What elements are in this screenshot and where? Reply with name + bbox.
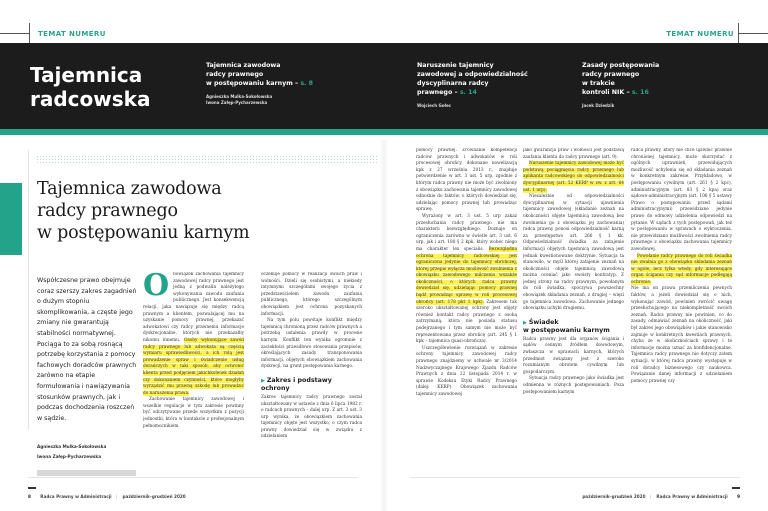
teaser-page: s. 8 (300, 80, 314, 87)
paragraph: bowiązek zachowania tajemnicy zawodowej radcy prawnego jest jedną z podwalin należytego wykonywania zawodu zaufania publicznego. Jest konsekwencją relacji, jaka nawiązuje się między radcą prawnym a klientem, pozwalającej mu na uzyskanie pomocy prawnej, przekazać adwokatowi czy radcy prawnemu informacje dyskrecjonalne, których nie przekazałby nikomu innemu. Osoby wykonujące zawód radcy prawnego lub adwokata są częścią wymiaru sprawiedliwości, a ich rolą jest prowadzenie spraw i świadczenie usług doradczych w taki sposób, aby ochronić klienta przed podjęciem jakichkolwiek działań czy dokonaniem czynności, które mogłyby wyrządzić mu prawną szkodę lub prowadzić do naruszenia prawa. (143, 272, 244, 396)
paragraph: Na tym polu powstaje konflikt między tajemnicą chronioną przez radców prawnych a potrzebą ustalenia prawdy w procesie karnym. Konflikt ten wynika ogromnie z zaciekłości prawidłowo stosowania przepisów, określających zasady transponowania informacji, objętych obowiązkiem zachowania dyskrecji, na grunt postępowania karnego. (261, 318, 362, 370)
teaser-authors: Agnieszka Mulka-Sokołowska Iwona Załęp-Pycharzewska (206, 94, 273, 105)
margin-rule (28, 150, 29, 430)
paragraph (631, 254, 732, 287)
author-bar (37, 470, 136, 476)
body-column-5 (631, 148, 732, 477)
paragraph: Uszczegółowienie rozwiązań w zakresie ochrony tajemnicy zawodowej radcy prawnego znajdziemy w uchwale nr 3/2014 Nadzwyczajnego Krajowego Zjazdu Radców Prawnych z dnia 22 listopada 2014 r. w sprawie Kodeksu Etyki Radcy Prawnego (dalej: KERP). Obowiązek zachowania tajemnicy zawodowej (416, 345, 517, 397)
paragraph: Sytuacja radcy prawnego jako świadka jest odmienna w różnych postępowaniach. Poza postępowaniem karnym (523, 376, 624, 395)
body-column-1 (143, 272, 244, 477)
publication-name: Radca Prawny w Administracji (40, 494, 112, 499)
paragraph: Zakres tajemnicy radcy prawnego został ukształtowany w ustawie z dnia 6 lipca 1982 r. o radcach prawnych – dalej urp. Z art. 3 ust. 3 urp wynika, że obowiązkiem zachowania tajemnicy objęte jest wszystko, o czym radca prawny dowiedział się w związku z udzielaniem (261, 394, 362, 440)
paragraph: Wyrażony w art. 3 ust. 5 urp zakaz przesłuchania radcy prawnego nie ma charakteru bezwzględnego. Doznaje on ograniczenia zarówno w świetle art. 3 ust. 6 urp, jak i art. 180 § 2 kpk, który wobec niego ma charakter lex specialis. Bezwzględna ochrona tajemnicy radcowskiej jest ograniczona jedynie do tajemnicy obrończej, której przepis wyłącza możliwość zwolnienia z obowiązku zawodowego milczenia wszakże okoliczności, o których radca prawny dowiedział się, udzielając pomocy prawnej bądź prowadząc sprawę w roli procesowej obrońcy (art. 178 pkt 1 kpk). Zakresem tak szeroko ukształtowanej ochrony jest objęty również kontakt radcy prawnego z osobą zatrzymaną, która nie posiada statusu podejrzanego i tym samym nie może być reprezentowana przez obrońcę (art. 245 § 1 kpk – tajemnica quasi-obrończa). (416, 213, 517, 345)
page-gutter (380, 140, 388, 511)
arrow-icon: ▶ (523, 319, 527, 326)
header-tick-right (738, 23, 739, 43)
highlighted-text: Osoby wykonujące zawód radcy prawnego lub adwokata są częścią wymiaru sprawiedliwości, a ich rolą jest prowadzenie spraw i świadczenie usług doradczych w taki sposób, aby ochronić klienta przed podjęciem jakichkolwiek działań czy dokonaniem czynności, które mogłyby wyrządzić mu prawną szkodę lub prowadzić do naruszenia prawa. (143, 337, 244, 396)
banner-title: Tajemnica radcowska (30, 63, 151, 111)
arrow-icon: ▶ (261, 377, 265, 384)
footer-rule-right (410, 477, 740, 478)
teaser-title: Tajemnica zawodowa radcy prawnego w postępowaniu karnym – s. 8 (206, 62, 314, 87)
publication-name: Radca Prawny w Administracji (656, 494, 728, 499)
author-name: Agnieszka Mulka-Sokołowska (37, 444, 107, 449)
footer-left: 8 Radca Prawny w Administracji | październik–grudzień 2020 (28, 494, 186, 499)
page-number: 9 (737, 494, 740, 499)
teaser-1[interactable] (206, 61, 366, 106)
highlighted-text: Powołanie radcy prawnego do roli świadka nie zwalnia go z obowiązku składania zeznań w ogóle, lecz tylko wtedy, gdy interesujące organ ścigania czy sąd informacje podlegają ochronie. (631, 253, 732, 285)
article-lead: Współczesne prawo obejmuje coraz szerszy zakres zagadnień o dużym stopniu skomplikowania, a częste jego zmiany nie gwarantują stabilności normatywnej. Pociąga to za sobą rosnącą potrzebę korzystania z pomocy fachowych doradców prawnych zarówno na etapie formułowania i nawiązywania stosunków prawnych, jak i podczas dochodzenia roszczeń w sądzie. (37, 277, 137, 422)
paragraph: pomocy prawnej. Zrównanie kompetencji radców prawnych i adwokatów w roli procesowej obrońcy, dokonane nowelizacją kpk z 27 września 2013 r., znajduje potwierdzenie w art. 3 ust. 5 urp, zgodnie z którym radca prawny nie może być zwolniony z obowiązku zachowania tajemnicy zawodowej odnośnie do faktów, o których dowiedział się, udzielając pomocy prawnej lub prowadząc sprawę. (416, 148, 517, 213)
body-column-4 (523, 148, 624, 477)
author-name: Iwona Załęp-Pycharzewska (37, 453, 102, 459)
header-rule-left (0, 33, 30, 34)
footer-tick-left (28, 487, 36, 489)
page-number: 8 (28, 494, 31, 499)
teaser-title: Naruszenie tajemnicy zawodowej a odpowiedzialność dyscyplinarna radcy prawnego – s. 14 (417, 62, 528, 96)
highlighted-text: Bezwzględna ochrona tajemnicy radcowskiej jest ograniczona jedynie do tajemnicy obrończej, której przepis wyłącza możliwość zwolnienia z obowiązku zawodowego milczenia wszakże okoliczności, o których radca prawny dowiedział się, udzielając pomocy prawnej bądź prowadząc sprawę w roli procesowej obrońcy (art. 178 pkt 1 kpk). (416, 246, 517, 305)
teaser-3[interactable] (582, 61, 732, 109)
side-accent-block (0, 183, 22, 255)
header-tick-left (29, 23, 30, 43)
teaser-title: Zasady postępowania radcy prawnego w trakcie kontroli NIK – s. 16 (582, 62, 660, 96)
highlighted-text: Naruszenie tajemnicy zawodowej może być podstawą pociągnięcia radcy prawnego lub aplikanta radcowskiego do odpowiedzialności dyscyplinarnej (art. 52 KERP w zw. z art. 64 ust. 1 urp). (523, 161, 624, 193)
body-column-2 (261, 272, 362, 477)
paragraph: Zachowanie tajemnicy zawodowej i wszelkie regulacje w tym zakresie powinny być odczytywane przede wszystkim z pozycji jednostki, która w kontakcie z profesjonalnym pełnomocnikiem (143, 397, 244, 429)
drop-cap: O (143, 272, 170, 300)
teaser-page: s. 14 (459, 89, 477, 96)
paragraph (523, 161, 624, 194)
dot-pattern (36, 155, 378, 165)
section-label-left: TEMAT NUMERU (38, 30, 106, 38)
teaser-2[interactable] (417, 61, 567, 109)
issue-date: październik–grudzień 2020 (582, 494, 646, 499)
paragraph: Niezależnie od odpowiedzialności dyscyplinarnej w sytuacji ujawnienia tajemnicy zawodowej (składanie zeznań na okoliczności objęte tajemnicą zawodową bez zwolnienia go z obowiązku jej zachowania) radca prawny ponosi odpowiedzialność karną za przestępstwo art. 266 § 1 kk. Odpowiedzialność świadka za zatajenie informacji objętych tajemnicą zawodową jest jednak kwestionowane doktrynie. Sytuacja ta stanowiło, w myśl której zatajenie zeznań na okoliczności objęte tajemnicą zawodową można oceniać jako swoisty kontratyp. Z jednej strony na radcy prawnym, powołanym do roli świadka, spoczywa powszechny obowiązek składania zeznań, z drugiej – więzi go tajemnica zawodowa. Zachowanie jednego obowiązku uchybi drugiemu. (523, 194, 624, 312)
article-authors (37, 442, 137, 461)
section-heading: ▶ Zakres i podstawy ochrony (261, 376, 332, 392)
teaser-page: s. 16 (631, 89, 649, 96)
paragraph: Radca prawny jest dla organów ścigania i sądów cennym źródłem dowodowym, zwłaszcza w sprawach karnych, których przedmiot związany jest z szeroko rozumianym obrotem cywilnym lub gospodarczym. (523, 336, 624, 375)
section-heading: ▶ Świadek w postępowaniu karnym (523, 318, 610, 334)
paragraph: radca prawny, który nie chce ujawnić prawnie chronionej tajemnicy, może skorzystać z ogólnych uprawnień, przewidujących możliwość uchylenia się od składania zeznań w konkretnym zakresie. Przykładowo, w postępowaniu cywilnym (art. 261 § 2 kpc), administracyjnym (art. 83 § 2 kpa) oraz sądowo-administracyjnym (art. 106 § 5 ustawy Prawo o postępowaniu przed sądami administracyjnymi) przewidziane jedynie prawo do odmowy udzielenia odpowiedzi na pytanie. W sądach z tych postępowań, jak też w postępowaniu w sprawach o wykroczenia, nie przewidziano możliwości zwolnienia radcy prawnego z obowiązku zachowania tajemnicy zawodowej. (631, 148, 732, 252)
banner-accent-stripe (0, 129, 768, 135)
footer-rule-left (28, 477, 358, 478)
footer-right: październik–grudzień 2020 | Radca Prawny w Administracji 9 (582, 494, 740, 499)
teaser-authors: Jacek Dziedzik (582, 103, 615, 108)
teaser-authors: Wojciech Gołec (417, 103, 452, 108)
header-rule-right (738, 33, 768, 34)
paragraph: Nie ma on prawa przemilczenia pewnych faktów, a jeżeli dowiedział się o nich, wykonując zawód, powinien zwrócić uwagę przesłuchującego na niekompletność swoich zeznań. Radca prawny nie powinien, co do zasady, odmawiać zeznań na okoliczność, jaki był zakres jego obowiązków i jakie stanowisko zajmuje w konkretnych kwestiach prawnych, chyba że w okolicznościach sprawy i te informacje można uznać za konfidencjonalne. Tajemnica radcy prawnego nie dotyczy zatem sytuacji, w której radca prawny występuje w roli doradcy biznesowego czy naukowca. Powiązanie danej informacji z udzielaniem pomocy prawnej czy (631, 286, 732, 384)
body-column-3 (416, 148, 517, 477)
article-title: Tajemnica zawodowa radcy prawnego w postępowaniu karnym (37, 179, 250, 243)
section-label-right: TEMAT NUMERU (666, 30, 734, 38)
paragraph: jako gwarancja praw i wolności jest podstawą zaufania klienta do radcy prawnego (art. 9). (523, 148, 624, 160)
paragraph: oczekuje pomocy w realizacji swoich praw i wolności. Dzieli się osobistymi, a niekiedy intymnymi szczegółami swojego życia z przedstawicielem zawodu zaufania publicznego, którego szczególnym obowiązkiem jest ochrona pozyskanych informacji. (261, 272, 362, 317)
issue-banner (0, 43, 768, 129)
issue-date: październik–grudzień 2020 (122, 494, 186, 499)
footer-tick-right (732, 487, 740, 489)
